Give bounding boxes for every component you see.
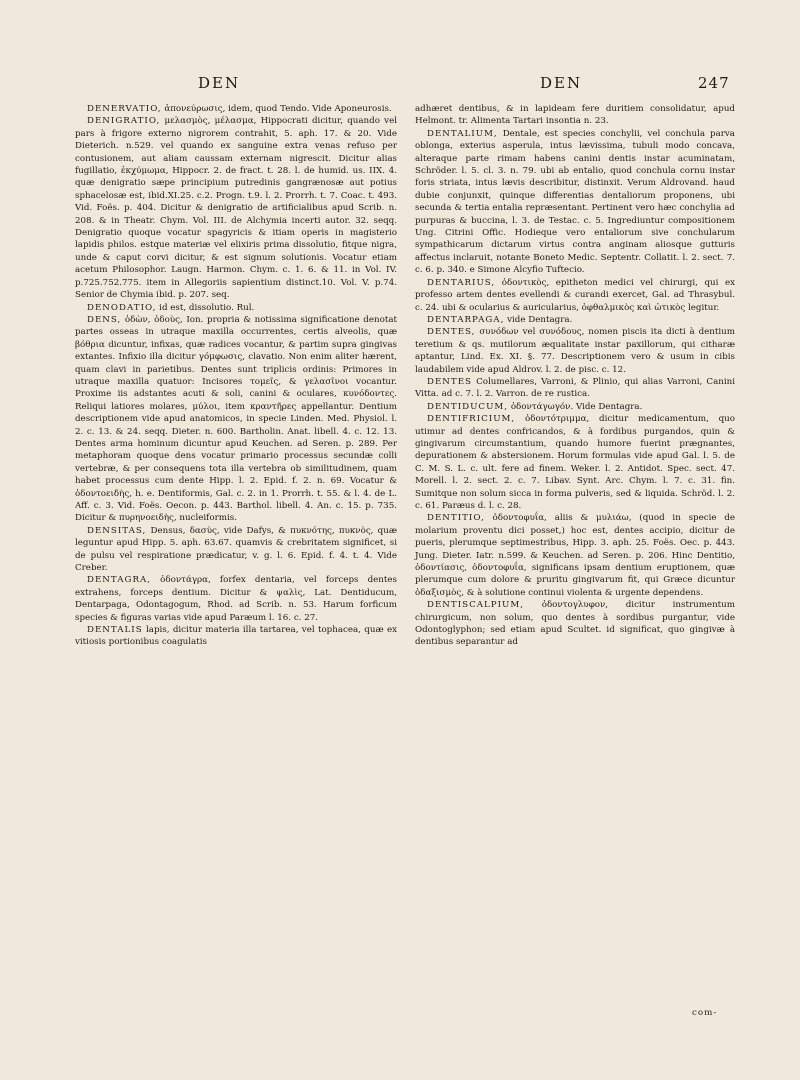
page-number: 247 xyxy=(698,74,730,92)
dictionary-entry xyxy=(75,115,397,301)
dictionary-entry xyxy=(415,103,735,128)
entry-text: ἀπονεύρωσις, idem, quod Tendo. Vide Aponeurosis. xyxy=(161,104,392,114)
dictionary-entry xyxy=(415,599,735,649)
dictionary-entry xyxy=(75,525,397,575)
dictionary-entry xyxy=(75,314,397,525)
entry-headword: DENTES, xyxy=(427,327,476,338)
entry-headword: DENTAGRA, xyxy=(87,575,152,586)
entry-headword: DENTARIUS, xyxy=(427,277,496,288)
entry-headword: DENIGRATIO, xyxy=(87,116,161,127)
entry-text: adhæret dentibus, & in lapideam fere duritiem consolidatur, apud Helmont. tr. Alimenta Tartari insontia n. 23. xyxy=(415,104,735,127)
dictionary-entry xyxy=(415,314,735,326)
entry-headword: DENTITIO, xyxy=(427,513,485,524)
entry-text: Dentale, est species conchylii, vel conchula parva oblonga, exterius asperula, intus lævissima, tubuli modo concava, alteraque parte rimam habens canini dentis instar acuminatam, Schröder. l. 5. cl. 3. n. 79. ubi ab entalio, quod conchula cornu instar foris striata, intus lævis describitur, distinxit. Verum Aldrovand. haud dubie conjunxit, quinque differentias dentaliorum proponens, ubi secunda & tertia entalia repræsentant. Pertinent vero hæc conchylia ad purpuras & buccina, l. 3. de Testac. c. 5. Ingrediuntur compositionem Ung. Citrini Offic. Hodieque vero entaliorum sive conchularum sympathicarum dictarum virtus contra anginam aliosque gutturis affectus inclaruit, notante Boneto Medic. Septentr. Collatit. l. 2. sect. 7. c. 6. p. 340. e Simone Alcyfio Tuftecio. xyxy=(415,128,735,276)
right-column xyxy=(415,103,735,649)
entry-headword: DENTALIS xyxy=(87,625,143,636)
entry-headword: DENTES xyxy=(427,376,472,387)
entry-text: id est, dissolutio. Rul. xyxy=(156,302,255,313)
entry-headword: DENS, xyxy=(87,314,122,325)
running-head-left: DEN xyxy=(198,74,241,92)
entry-text: μελασμὸς, μέλασμα, Hippocrati dicitur, quando vel pars à frigore externo nigrorem contrahit, 5. aph. 17. & 20. Vide Dieterich. n.529. vel quando ex sanguine extra venas refuso per contusionem, aut aliam caussam externam nigrescit. Dicitur alias fugillatio, ἐκχύμωμα, Hippocr. 2. de fract. t. 28. l. de humid. us. IIX. 4. quæ denigratio sæpe principium putredinis gangrænosæ aut potius sphacelosæ est, ibid.XI.25. c.2. Progn. t.9. l. 2. Prorrh. t. 7. Coac. t. 493. Vid. Foës. p. 404. Dicitur & denigratio de artificialibus apud Scrib. n. 208. & in Theatr. Chym. Vol. III. de Alchymia incerti autor. 32. seqq. Denigratio quoque vocatur spagyricis & itiam operis in magisterio lapidis philos. estque materiæ vel elixiris prima dissolutio, fitque nigra, unde & caput corvi dicitur, & est signum solutionis. Vocatur etiam acetum Philosophor. Laugn. Harmon. Chym. c. 1. 6. & 11. in Vol. IV. p.725.752.775. item in Allegoriis sapientium distinct.10. Vol. V. p.74. Senior de Chymia ibid. p. 207. seq. xyxy=(75,116,397,301)
dictionary-entry xyxy=(75,574,397,624)
entry-text: lapis, dicitur materia illa tartarea, vel tophacea, quæ ex vitiosis portionibus coagulatis xyxy=(75,625,397,648)
dictionary-entry xyxy=(75,302,397,314)
dictionary-entry xyxy=(415,376,735,401)
entry-headword: DENTARPAGA, xyxy=(427,314,505,325)
entry-text: Columellares, Varroni, & Plinio, qui alias Varroni, Canini Vitta. ad c. 7. l. 2. Varron. de re rustica. xyxy=(415,376,735,400)
entry-text: συνόδων vel συνόδους, nomen piscis ita dicti à dentium teretium & qs. mutilorum æqualitate instar paxillorum, qui citharæ aptantur, Lind. Ex. XI. §. 77. Descriptionem vero & usum in cibis laudabilem vide apud Aldrov. l. 2. de pisc. c. 12. xyxy=(415,327,735,375)
entry-text: ὀδοντάγρα, forfex dentaria, vel forceps dentes extrahens, forceps dentium. Dicitur & ψαλὶς, Lat. Dentiducum, Dentarpaga, Odontagogum, Rhod. ad Scrib. n. 53. Harum forficum species & figuras varias vide apud Paræum l. 16. c. 27. xyxy=(75,575,397,623)
entry-text: ὀδοντότριμμα, dicitur medicamentum, quo utimur ad dentes confricandos, & à fordibus purgandos, quin & gingivarum circumstantium, quando humore fuerint prægnantes, depurationem & abstersionem. Horum formulas vide apud Gal. l. 5. de C. M. S. L. c. ult. fere ad finem. Weker. l. 2. Antidot. Spec. sect. 47. Morell. l. 2. sect. 2. c. 7. Libav. Synt. Arc. Chym. l. 7. c. 31. fin. Sumitque non solum sicca in forma pulveris, sed & liquida. Schröd. l. 2. c. 61. Paræus d. l. c. 28. xyxy=(415,414,735,511)
dictionary-entry xyxy=(415,277,735,314)
dictionary-entry xyxy=(415,401,735,413)
dictionary-entry xyxy=(75,624,397,649)
entry-text: ὀδοντικὸς, epitheton medici vel chirurgi, qui ex professo artem dentes evellendi & curandi exercet, Gal. ad Thrasybul. c. 24. ubi & ocularius & auricularius, ὀφθαλμικὸς καὶ ὠτικὸς legitur. xyxy=(415,277,735,313)
entry-headword: DENTIDUCUM, xyxy=(427,401,509,412)
entry-headword: DENTALIUM, xyxy=(427,128,498,139)
entry-text: ὀδὼν, ὀδοὺς, Ion. propria & notissima significatione denotat partes osseas in utraque maxilla occurrentes, certis alveolis, quæ βόθρια dicuntur, infixas, quæ radices vocantur, & partim supra gingivas extantes. Infixio illa dicitur γόμφωσις, clavatio. Non enim aliter hærent, quam clavi in parietibus. Dentes sunt triplicis ordinis: Primores in utraque maxilla quatuor: Incisores τομεῖς, & γελασῖνοι vocantur. Proxime iis adstantes acuti & soli, canini & oculares, κυνόδοντες. Reliqui latiores molares, μύλοι, item κραντῆρες appellantur. Dentium descriptionem vide apud anatomicos, in specie Linden. Med. Physiol. l. 2. c. 13. & 24. seqq. Dieter. n. 600. Bartholin. Anat. libell. 4. c. 12. 13. Dentes arma hominum dicuntur apud Keuchen. ad Seren. p. 289. Per metaphoram quoque dens vocatur primario processus secundæ colli vertebræ, & per consequens tota illa vertebra ob similitudinem, quam habet processus cum dente Hipp. l. 2. Epid. f. 2. n. 69. Vocatur & ὀδοντοειδὴς, h. e. Dentiformis, Gal. c. 2. in 1. Prorrh. t. 55. & l. 4. de L. Aff. c. 3. Vid. Foës. Oecon. p. 443. Barthol. libell. 4. An. c. 15. p. 735. Dicitur & πυρηνοειδὴς, nucleiformis. xyxy=(75,314,397,524)
dictionary-entry xyxy=(75,103,397,115)
left-column xyxy=(75,103,397,649)
dictionary-entry xyxy=(415,512,735,599)
entry-headword: DENODATIO, xyxy=(87,302,157,313)
entry-headword: DENTIFRICIUM, xyxy=(427,414,516,425)
dictionary-entry xyxy=(415,413,735,512)
running-head xyxy=(0,74,800,98)
entry-text: ὀδοντάγωγόν. Vide Dentagra. xyxy=(508,401,643,412)
catchword: com- xyxy=(692,1008,718,1018)
dictionary-entry xyxy=(415,326,735,376)
dictionary-entry xyxy=(415,128,735,277)
entry-headword: DENERVATIO, xyxy=(87,104,162,114)
entry-text: vide Dentagra. xyxy=(504,314,573,325)
entry-text: ὀδοντογλυφον, dicitur instrumentum chirurgicum, non solum, quo dentes à sordibus purgantur, vide Odontoglyphon; sed etiam apud Scultet. id significat, quo gingivæ à dentibus separantur ad xyxy=(415,600,735,648)
running-head-right: DEN xyxy=(540,74,583,92)
entry-text: Densus, δασὺς, vide Dafys, & πυκνότης, πυκνὸς, quæ leguntur apud Hipp. 5. aph. 63.67. quamvis & crebritatem significet, si de pulsu vel respiratione prædicatur, v. g. l. 6. Epid. f. 4. t. 4. Vide Creber. xyxy=(75,525,397,574)
entry-headword: DENTISCALPIUM, xyxy=(427,600,525,611)
entry-text: ὀδοντοφυΐα, aliis & μυλιάω, (quod in specie de molarium proventu dici posset,) hoc est, dentes accipio, dicitur de pueris, plerumque septimestribus, Hipp. 3. aph. 25. Foës. Oec. p. 443. Jung. Dieter. Iatr. n.599. & Keuchen. ad Seren. p. 206. Hinc Dentitio, ὀδοντίασις, ὀδοντοφυΐα, significans ipsam dentium eruptionem, quæ plerumque cum dolore & pruritu gingivarum fit, qui Græce dicuntur ὀδαξισμὸς, & à solutione continui violenta & urgente dependens. xyxy=(415,513,735,598)
entry-headword: DENSITAS, xyxy=(87,525,147,536)
